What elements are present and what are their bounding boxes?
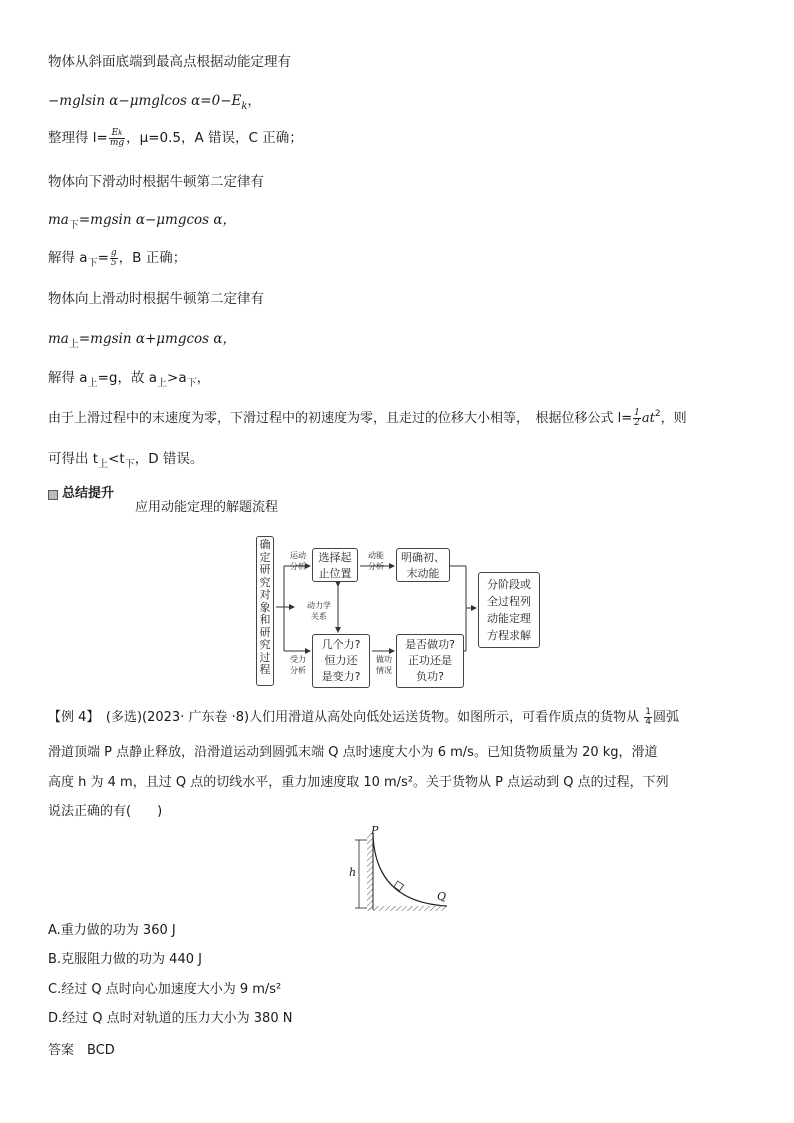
text-line-6: 解得 $a_下=$ $\frac{g}{5}$ ，B 正确； — [48, 247, 187, 269]
option-b: B.克服阻力做的功为 440 J — [48, 952, 202, 967]
text-line-10: 由于上滑过程中的末速度为零，下滑过程中的初速度为零，且走过的位移大小相等， 根据位移公式 l= $\frac{1}{2}$ $at^2$，则 — [48, 408, 687, 428]
example-line-3: 高度 h 为 4 m，且过 Q 点的切线水平，重力加速度取 10 m/s²。关于货物从 P 点运动到 Q 点的过程，下列 — [48, 775, 669, 790]
option-d: D.经过 Q 点时对轨道的压力大小为 380 N — [48, 1011, 293, 1026]
label-q: Q — [437, 890, 447, 903]
label-motion: 运动 分析 — [290, 551, 306, 571]
option-c: C.经过 Q 点时向心加速度大小为 9 m/s² — [48, 982, 282, 997]
label-dynamics: 动力学 关系 — [307, 601, 331, 621]
box-initial-final-ke: 明确初、 末动能 — [396, 548, 450, 582]
summary-tag: 总结提升 — [62, 486, 115, 501]
box-solve: 分阶段或 全过程列 动能定理 方程求解 — [478, 572, 540, 648]
fraction-ek-mg: $\frac{Ek}{mg}$ — [109, 127, 125, 148]
label-p: P — [371, 824, 379, 837]
example-line-1: 【例 4】 (多选)(2023· 广东卷 ·8)人们用滑道从高处向低处运送货物。如图所示，可看作质点的货物从 $\frac{1}{4}$ 圆弧 — [48, 707, 679, 727]
equation-energy: −mglsin α−μmglcos $\alpha=0-E_k$， — [48, 93, 261, 112]
box-forces: 几个力? 恒力还 是变力? — [312, 634, 370, 688]
fraction-g-5: $\frac{g}{5}$ — [110, 247, 117, 268]
label-force: 受力 分析 — [290, 655, 306, 675]
flow-diagram — [250, 530, 550, 690]
text-line-1: 物体从斜面底端到最高点根据动能定理有 — [48, 54, 291, 70]
box-work: 是否做功? 正功还是 负功? — [396, 634, 464, 688]
text-line-9: 解得 $a_上=g$，故 $a_上>a_下$， — [48, 370, 211, 389]
fraction-quarter: $\frac{1}{4}$ — [645, 707, 651, 727]
summary-square-icon — [48, 490, 58, 500]
fraction-half: $\frac{1}{2}$ — [634, 408, 640, 428]
slide-figure — [345, 826, 455, 914]
box-start-end: 选择起 止位置 — [312, 548, 358, 582]
answer: 答案 BCD — [48, 1043, 115, 1058]
label-work: 做功 情况 — [376, 655, 392, 675]
example-line-2: 滑道顶端 P 点静止释放，沿滑道运动到圆弧末端 Q 点时速度大小为 6 m/s。已知货物质量为 20 kg，滑道 — [48, 745, 658, 760]
text-line-4: 物体向下滑动时根据牛顿第二定律有 — [48, 174, 264, 190]
option-a: A.重力做的功为 360 J — [48, 923, 176, 938]
text-line-3: 整理得 l= $\frac{Ek}{mg}$ ，μ=0.5，A 错误，C 正确； — [48, 127, 303, 148]
text-line-7: 物体向上滑动时根据牛顿第二定律有 — [48, 291, 264, 307]
text-line-11: 可得出 $t_上<t_下$，D 错误。 — [48, 451, 204, 470]
summary-title: 应用动能定理的解题流程 — [135, 500, 279, 515]
label-kinetic: 动能 分析 — [368, 551, 384, 571]
example-line-4: 说法正确的有( ) — [48, 804, 163, 819]
box-research-object: 确定研究对象和研究过程 — [256, 536, 274, 686]
equation-down: $ma_下=mgsin$ α−μmgcos α， — [48, 212, 237, 231]
equation-up: $ma_上=mgsin$ α+μmgcos α， — [48, 331, 237, 350]
label-h: h — [349, 866, 357, 879]
